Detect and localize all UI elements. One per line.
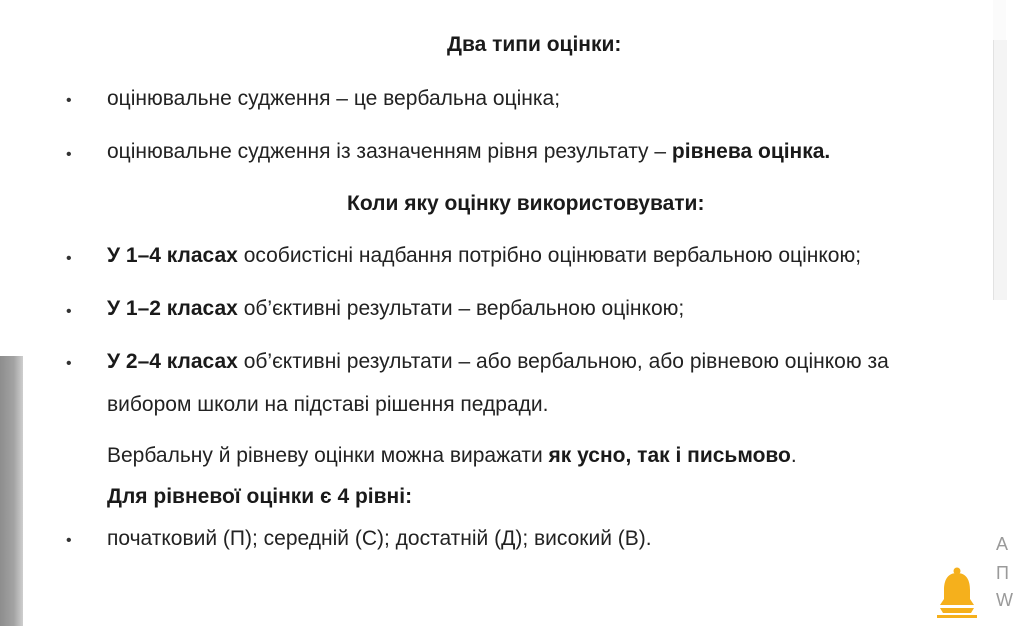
- list-item-type-2: [107, 140, 830, 164]
- list-item-type-1: [107, 87, 560, 111]
- left-edge-bar: [0, 356, 23, 626]
- paragraph-bold: як усно, так і письмово: [548, 444, 791, 467]
- bullet: •: [66, 146, 72, 163]
- levels-heading: Для рівневої оцінки є 4 рівні:: [107, 485, 413, 508]
- type-1-text: оцінювальне судження – це вербальна оцінка;: [107, 87, 561, 110]
- when-2-bold: У 1–2 класах: [107, 297, 238, 320]
- when-2-text: об’єктивні результати – вербальною оцінкою;: [237, 297, 685, 320]
- edge-fragment: А: [996, 534, 1009, 554]
- bullet: •: [66, 303, 72, 320]
- notification-bell-icon[interactable]: [935, 566, 979, 620]
- paragraph-text-after: .: [790, 444, 797, 467]
- edge-fragment: W: [996, 590, 1013, 610]
- bullet: •: [66, 92, 72, 109]
- list-item-when-1: [107, 244, 861, 268]
- heading-types: Два типи оцінки:: [447, 33, 622, 56]
- list-item-when-3-continuation: вибором школи на підставі рішення педради.: [107, 393, 549, 416]
- bullet: •: [66, 250, 72, 267]
- list-item-levels: початковий (П); середній (С); достатній (Д); високий (В).: [107, 527, 652, 550]
- when-3-bold: У 2–4 класах: [107, 350, 238, 373]
- edge-fragment: П: [996, 563, 1009, 583]
- type-2-text: оцінювальне судження із зазначенням рівня результату –: [107, 140, 672, 163]
- paragraph-forms: [107, 444, 797, 468]
- list-item-when-2: [107, 297, 684, 321]
- when-1-text: особистісні надбання потрібно оцінювати вербальною оцінкою;: [237, 244, 862, 267]
- when-1-bold: У 1–4 класах: [107, 244, 238, 267]
- type-2-bold: рівнева оцінка.: [671, 140, 831, 163]
- when-3-text: об’єктивні результати – або вербальною, або рівневою оцінкою за: [237, 350, 889, 373]
- bullet: •: [66, 355, 72, 372]
- right-edge-panel-top: [993, 0, 1006, 40]
- heading-when: Коли яку оцінку використовувати:: [347, 192, 705, 215]
- paragraph-text-before: Вербальну й рівневу оцінки можна виражати: [107, 444, 549, 467]
- list-item-when-3: [107, 350, 889, 374]
- bullet: •: [66, 532, 72, 549]
- right-edge-panel: [993, 40, 1007, 300]
